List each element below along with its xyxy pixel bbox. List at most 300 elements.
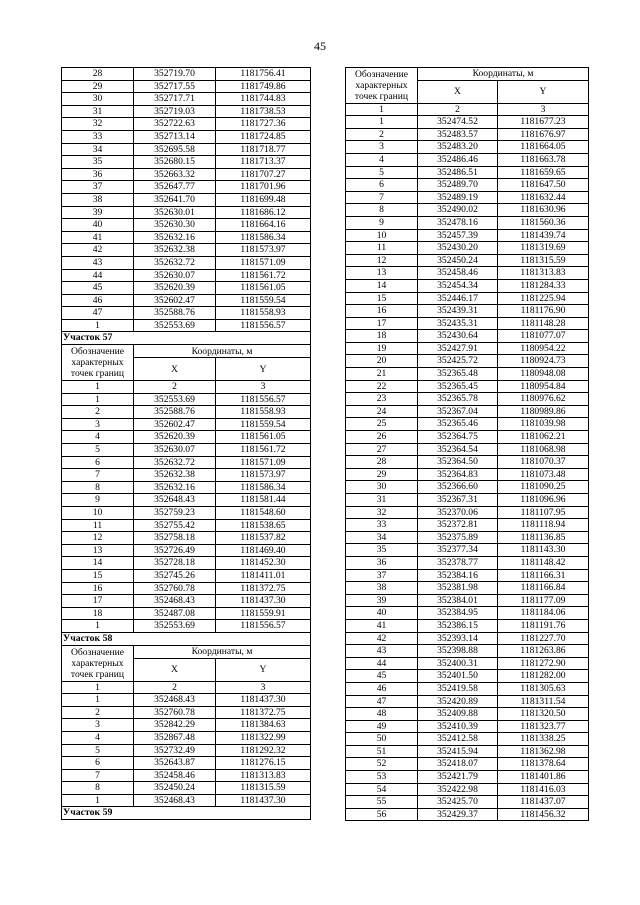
x-coordinate-cell: 352760.78 [134,706,216,719]
y-coordinate-cell: 1181077.07 [498,330,589,343]
y-coordinate-cell: 1181272.90 [498,657,589,670]
y-coordinate-cell: 1181039.98 [498,418,589,431]
x-coordinate-cell: 352384.16 [418,569,498,582]
y-coordinate-cell: 1181559.54 [216,418,311,431]
table-row [346,368,589,381]
table-row [346,431,589,444]
table-row [346,519,589,532]
table-row [62,444,311,457]
column-number-cell: 1 [62,381,134,394]
y-coordinate-cell: 1181727.36 [216,118,311,131]
x-coordinate-cell: 352401.50 [418,670,498,683]
point-number-cell: 40 [346,607,418,620]
x-coordinate-cell: 352632.38 [134,469,216,482]
x-coordinate-cell: 352415.94 [418,745,498,758]
table-row [346,279,589,292]
point-number-cell: 1 [62,694,134,707]
x-coordinate-cell: 352643.87 [134,757,216,770]
y-coordinate-cell: 1181437.07 [498,796,589,809]
x-coordinate-cell: 352384.01 [418,594,498,607]
x-coordinate-cell: 352418.07 [418,758,498,771]
table-row [62,794,311,807]
y-coordinate-cell: 1181586.34 [216,481,311,494]
table-row [346,632,589,645]
table-row [62,80,311,93]
x-coordinate-cell: 352458.46 [134,769,216,782]
x-coordinate-cell: 352663.32 [134,168,216,181]
point-number-cell: 26 [346,431,418,444]
x-coordinate-cell: 352719.03 [134,105,216,118]
point-number-cell: 10 [62,507,134,520]
point-number-cell: 14 [62,557,134,570]
x-coordinate-cell: 352717.71 [134,93,216,106]
y-coordinate-cell: 1181718.77 [216,143,311,156]
y-coordinate-cell: 1181664.05 [498,141,589,154]
x-coordinate-cell: 352398.88 [418,645,498,658]
table-row [346,594,589,607]
point-number-cell: 15 [346,292,418,305]
x-coordinate-cell: 352867.48 [134,731,216,744]
x-coordinate-cell: 352372.81 [418,519,498,532]
y-coordinate-cell: 1181561.05 [216,282,311,295]
point-number-cell: 10 [346,229,418,242]
y-coordinate-cell: 1180924.73 [498,355,589,368]
point-number-cell: 6 [62,456,134,469]
table-row [346,708,589,721]
table-row [62,582,311,595]
y-coordinate-cell: 1181416.03 [498,783,589,796]
x-coordinate-cell: 352620.39 [134,431,216,444]
y-coordinate-cell: 1181225.94 [498,292,589,305]
table-row [62,469,311,482]
y-coordinate-cell: 1181372.75 [216,706,311,719]
table-row [346,204,589,217]
y-coordinate-cell: 1181699.48 [216,193,311,206]
table-row [62,231,311,244]
point-number-cell: 53 [346,771,418,784]
table-row [62,307,311,320]
table-row [346,216,589,229]
section-title-row [62,807,311,820]
point-number-cell: 18 [62,607,134,620]
y-coordinate-cell: 1181630.96 [498,204,589,217]
point-number-cell: 8 [346,204,418,217]
x-coordinate-cell: 352425.72 [418,355,498,368]
left-coordinates-column [61,67,310,820]
x-coordinate-cell: 352425.70 [418,796,498,809]
point-number-cell: 1 [62,794,134,807]
point-number-cell: 48 [346,708,418,721]
table-row [346,380,589,393]
x-coordinate-cell: 352489.19 [418,191,498,204]
y-coordinate-cell: 1181538.65 [216,519,311,532]
y-coordinate-cell: 1181559.54 [216,294,311,307]
table-row [62,68,311,81]
y-coordinate-cell: 1181378.64 [498,758,589,771]
x-coordinate-cell: 352366.60 [418,481,498,494]
point-number-cell: 13 [346,267,418,280]
point-number-cell: 1 [62,319,134,332]
point-number-cell: 3 [346,141,418,154]
table-row [62,181,311,194]
table-row [346,531,589,544]
x-coordinate-cell: 352458.46 [418,267,498,280]
point-number-cell: 45 [62,282,134,295]
x-coordinate-cell: 352364.50 [418,456,498,469]
y-coordinate-cell: 1181756.41 [216,68,311,81]
table-row [346,153,589,166]
x-coordinate-cell: 352400.31 [418,657,498,670]
point-number-cell: 8 [62,481,134,494]
x-coordinate-cell: 352630.07 [134,269,216,282]
y-coordinate-cell: 1181561.72 [216,444,311,457]
y-coordinate-cell: 1181744.83 [216,93,311,106]
x-coordinate-cell: 352726.49 [134,544,216,557]
table-row [62,569,311,582]
page-number: 45 [314,39,326,53]
x-coordinate-cell: 352420.89 [418,695,498,708]
point-number-cell: 8 [62,782,134,795]
x-coordinate-cell: 352745.26 [134,569,216,582]
y-coordinate-cell: 1181659.65 [498,166,589,179]
table-row [62,744,311,757]
y-coordinate-cell: 1181559.91 [216,607,311,620]
point-number-cell: 40 [62,219,134,232]
y-coordinate-cell: 1181319.69 [498,242,589,255]
point-number-cell: 17 [346,317,418,330]
point-number-cell: 28 [62,68,134,81]
table-row [62,168,311,181]
y-coordinate-cell: 1181556.57 [216,319,311,332]
column-number-cell: 3 [216,381,311,394]
x-coordinate-cell: 352553.69 [134,620,216,633]
table-row [346,771,589,784]
table-row [62,620,311,633]
table-row [62,319,311,332]
x-coordinate-cell: 352588.76 [134,406,216,419]
x-coordinate-cell: 352457.39 [418,229,498,242]
table-row [62,93,311,106]
point-number-cell: 29 [346,468,418,481]
point-number-cell: 49 [346,720,418,733]
y-coordinate-cell: 1181096.96 [498,494,589,507]
table-row [62,431,311,444]
table-row [62,481,311,494]
coordinates-header: Координаты, м [134,345,311,358]
point-number-cell: 1 [346,116,418,129]
y-coordinate-cell: 1181452.30 [216,557,311,570]
point-number-cell: 22 [346,380,418,393]
point-number-cell: 47 [346,695,418,708]
table-row [62,156,311,169]
y-coordinate-cell: 1181073.48 [498,468,589,481]
y-coordinate-cell: 1181439.74 [498,229,589,242]
x-coordinate-cell: 352647.77 [134,181,216,194]
y-coordinate-cell: 1181561.05 [216,431,311,444]
y-coordinate-cell: 1181558.93 [216,307,311,320]
table-row [62,269,311,282]
y-coordinate-cell: 1181384.63 [216,719,311,732]
x-coordinate-cell: 352427.91 [418,342,498,355]
x-coordinate-cell: 352430.20 [418,242,498,255]
point-number-cell: 4 [62,431,134,444]
x-coordinate-cell: 352384.95 [418,607,498,620]
table-row [346,657,589,670]
y-coordinate-cell: 1181437.30 [216,694,311,707]
y-coordinate-cell: 1181136.85 [498,531,589,544]
table-row [346,355,589,368]
table-row [62,456,311,469]
y-coordinate-cell: 1181284.33 [498,279,589,292]
point-number-cell: 39 [346,594,418,607]
point-number-cell: 5 [62,744,134,757]
table-row [62,769,311,782]
point-number-cell: 28 [346,456,418,469]
y-coordinate-cell: 1181677.23 [498,116,589,129]
y-coordinate-cell: 1181586.34 [216,231,311,244]
table-row [346,556,589,569]
right-coordinates-column [345,67,588,821]
x-coordinate-cell: 352630.30 [134,219,216,232]
point-number-cell: 24 [346,405,418,418]
x-header: X [134,358,216,381]
coordinates-header: Координаты, м [418,68,589,81]
point-number-cell: 32 [62,118,134,131]
point-number-cell: 52 [346,758,418,771]
point-number-cell: 17 [62,595,134,608]
x-coordinate-cell: 352367.31 [418,494,498,507]
table-row [346,494,589,507]
x-coordinate-cell: 352632.16 [134,481,216,494]
y-coordinate-cell: 1181556.57 [216,620,311,633]
point-number-cell: 42 [346,632,418,645]
x-coordinate-cell: 352486.51 [418,166,498,179]
x-coordinate-cell: 352717.55 [134,80,216,93]
x-coordinate-cell: 352602.47 [134,418,216,431]
point-number-cell: 38 [346,582,418,595]
point-number-cell: 7 [62,469,134,482]
x-coordinate-cell: 352719.70 [134,68,216,81]
y-coordinate-cell: 1181548.60 [216,507,311,520]
y-coordinate-cell: 1181571.09 [216,256,311,269]
x-coordinate-cell: 352483.20 [418,141,498,154]
point-number-cell: 35 [346,544,418,557]
y-header: Y [216,358,311,381]
x-header: X [418,80,498,103]
point-number-cell: 13 [62,544,134,557]
x-coordinate-cell: 352630.01 [134,206,216,219]
y-coordinate-cell: 1181556.57 [216,393,311,406]
y-coordinate-cell: 1181456.32 [498,808,589,821]
table-row [62,294,311,307]
designation-header: Обозначение характерных точек границ [62,645,134,681]
point-number-cell: 37 [346,569,418,582]
table-row [346,242,589,255]
table-row [346,783,589,796]
table-row [346,745,589,758]
point-number-cell: 47 [62,307,134,320]
table-row [346,544,589,557]
table-row [62,393,311,406]
x-coordinate-cell: 352483.57 [418,128,498,141]
point-number-cell: 5 [346,166,418,179]
column-number-row [346,103,589,116]
point-number-cell: 43 [62,256,134,269]
table-row [62,544,311,557]
x-coordinate-cell: 352680.15 [134,156,216,169]
table-row [62,494,311,507]
table-row [62,595,311,608]
point-number-cell: 43 [346,645,418,658]
y-coordinate-cell: 1180989.86 [498,405,589,418]
table-row [62,143,311,156]
table-row [62,757,311,770]
y-coordinate-cell: 1181322.99 [216,731,311,744]
y-header: Y [498,80,589,103]
x-coordinate-cell: 352641.70 [134,193,216,206]
x-coordinate-cell: 352760.78 [134,582,216,595]
x-coordinate-cell: 352478.16 [418,216,498,229]
point-number-cell: 3 [62,418,134,431]
section-title-row [62,332,311,345]
point-number-cell: 31 [346,494,418,507]
table-row [346,191,589,204]
point-number-cell: 38 [62,193,134,206]
left-coordinates-table [61,67,311,820]
y-coordinate-cell: 1181573.97 [216,244,311,257]
point-number-cell: 7 [346,191,418,204]
table-row [62,406,311,419]
table-row [62,719,311,732]
table-row [62,193,311,206]
table-row [346,116,589,129]
x-coordinate-cell: 352439.31 [418,305,498,318]
point-number-cell: 9 [62,494,134,507]
y-coordinate-cell: 1181090.25 [498,481,589,494]
table-row [346,468,589,481]
x-coordinate-cell: 352722.63 [134,118,216,131]
x-coordinate-cell: 352381.98 [418,582,498,595]
point-number-cell: 3 [62,719,134,732]
point-number-cell: 2 [62,706,134,719]
y-coordinate-cell: 1181148.42 [498,556,589,569]
x-coordinate-cell: 352419.58 [418,682,498,695]
y-coordinate-cell: 1181313.83 [216,769,311,782]
y-coordinate-cell: 1181166.31 [498,569,589,582]
y-coordinate-cell: 1181372.75 [216,582,311,595]
x-coordinate-cell: 352620.39 [134,282,216,295]
table-row [346,808,589,821]
column-number-cell: 2 [134,681,216,694]
table-row [62,507,311,520]
table-row [346,645,589,658]
y-coordinate-cell: 1181311.54 [498,695,589,708]
y-coordinate-cell: 1181686.12 [216,206,311,219]
point-number-cell: 11 [62,519,134,532]
x-coordinate-cell: 352755.42 [134,519,216,532]
table-row [62,244,311,257]
point-number-cell: 34 [62,143,134,156]
table-row [62,694,311,707]
point-number-cell: 2 [346,128,418,141]
column-number-cell: 2 [134,381,216,394]
table-row [62,418,311,431]
x-coordinate-cell: 352364.83 [418,468,498,481]
point-number-cell: 19 [346,342,418,355]
x-coordinate-cell: 352365.48 [418,368,498,381]
x-coordinate-cell: 352364.54 [418,443,498,456]
y-coordinate-cell: 1181571.09 [216,456,311,469]
right-coordinates-table [345,67,589,821]
table-row [346,682,589,695]
y-coordinate-cell: 1181663.78 [498,153,589,166]
y-coordinate-cell: 1181320.50 [498,708,589,721]
table-row [346,506,589,519]
point-number-cell: 23 [346,393,418,406]
y-coordinate-cell: 1181713.37 [216,156,311,169]
table-row [62,118,311,131]
x-coordinate-cell: 352454.34 [418,279,498,292]
coordinates-header: Координаты, м [134,645,311,658]
point-number-cell: 7 [62,769,134,782]
section-title-row [62,632,311,645]
table-row [346,342,589,355]
section-title: Участок 59 [62,807,311,820]
y-coordinate-cell: 1181701.96 [216,181,311,194]
point-number-cell: 2 [62,406,134,419]
point-number-cell: 55 [346,796,418,809]
x-coordinate-cell: 352486.46 [418,153,498,166]
table-row [62,706,311,719]
x-coordinate-cell: 352695.58 [134,143,216,156]
x-coordinate-cell: 352648.43 [134,494,216,507]
x-coordinate-cell: 352378.77 [418,556,498,569]
table-row [346,481,589,494]
x-coordinate-cell: 352553.69 [134,393,216,406]
table-row [346,607,589,620]
point-number-cell: 12 [346,254,418,267]
x-coordinate-cell: 352468.43 [134,694,216,707]
x-coordinate-cell: 352450.24 [134,782,216,795]
y-coordinate-cell: 1181676.97 [498,128,589,141]
x-coordinate-cell: 352412.58 [418,733,498,746]
x-coordinate-cell: 352490.02 [418,204,498,217]
point-number-cell: 20 [346,355,418,368]
y-coordinate-cell: 1181263.86 [498,645,589,658]
point-number-cell: 11 [346,242,418,255]
y-coordinate-cell: 1181315.59 [216,782,311,795]
table-row [346,695,589,708]
header-row [62,345,311,358]
table-row [346,317,589,330]
designation-header: Обозначение характерных точек границ [62,345,134,381]
y-coordinate-cell: 1181062.21 [498,431,589,444]
table-row [62,519,311,532]
point-number-cell: 4 [62,731,134,744]
point-number-cell: 32 [346,506,418,519]
x-coordinate-cell: 352630.07 [134,444,216,457]
table-row [346,292,589,305]
point-number-cell: 44 [62,269,134,282]
table-row [346,582,589,595]
point-number-cell: 5 [62,444,134,457]
point-number-cell: 29 [62,80,134,93]
y-coordinate-cell: 1181305.63 [498,682,589,695]
table-row [62,130,311,143]
x-coordinate-cell: 352429.37 [418,808,498,821]
x-coordinate-cell: 352446.17 [418,292,498,305]
point-number-cell: 14 [346,279,418,292]
